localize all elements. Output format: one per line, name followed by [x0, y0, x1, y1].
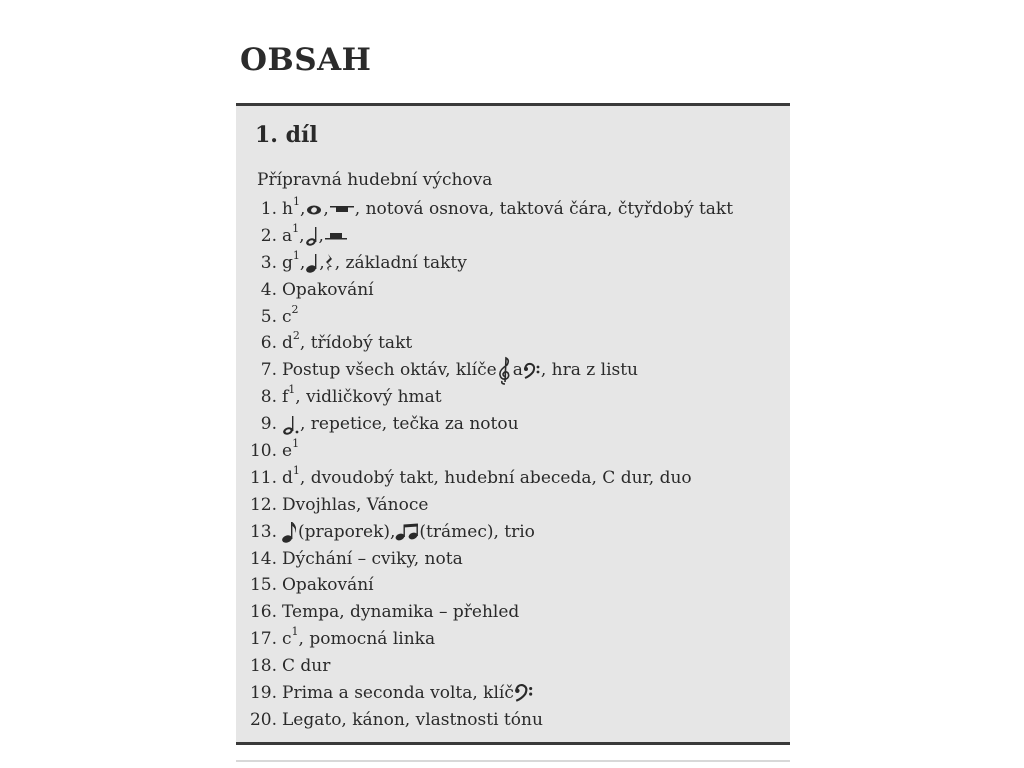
toc-item-text: Opakování — [282, 575, 374, 596]
toc-text-segment: Prima a seconda volta, klíč — [282, 683, 514, 704]
toc-item-number: 4. — [260, 279, 277, 300]
toc-item — [236, 250, 733, 277]
toc-text-segment: , třídobý takt — [299, 333, 413, 354]
treble-clef-icon — [497, 356, 513, 386]
toc-item — [236, 465, 733, 492]
toc-superscript: 1 — [292, 221, 300, 235]
toc-text-segment: e — [282, 441, 293, 462]
toc-item-number: 10. — [249, 441, 277, 462]
toc-item — [236, 196, 733, 223]
eighth-note-icon — [282, 520, 298, 544]
bass-clef-icon — [514, 683, 534, 703]
toc-item-number: 14. — [249, 548, 277, 569]
toc-text-segment: (praporek), — [298, 521, 396, 542]
toc-item-text — [282, 519, 535, 546]
half-note-icon — [305, 225, 319, 247]
toc-text-segment: d — [282, 333, 293, 354]
toc-item — [236, 438, 733, 465]
toc-text-segment: h — [282, 199, 293, 219]
toc-item-number: 16. — [249, 602, 277, 623]
toc-item — [236, 519, 733, 546]
toc-item-number: 12. — [249, 494, 277, 515]
toc-item-text — [282, 250, 467, 277]
toc-text-segment: c — [282, 306, 292, 327]
toc-item-text — [282, 626, 435, 653]
toc-superscript: 1 — [292, 195, 300, 208]
toc-item-number: 15. — [249, 575, 277, 596]
toc-item-text: Tempa, dynamika – přehled — [282, 602, 520, 623]
toc-item-text — [282, 680, 534, 707]
toc-item-number: 17. — [249, 629, 277, 650]
toc-text-segment: g — [282, 252, 293, 273]
toc-item-number: 3. — [260, 252, 277, 273]
toc-text-segment: , hra z listu — [540, 360, 639, 381]
toc-superscript: 1 — [288, 383, 296, 397]
toc-text-segment: , — [299, 199, 306, 219]
beamed-eighths-icon — [395, 522, 419, 542]
toc-text-segment: , notová osnova, taktová čára, čtyřdobý takt — [354, 199, 734, 219]
whole-rest-icon — [329, 202, 355, 216]
toc-item-number: 19. — [249, 683, 277, 704]
toc-item — [236, 546, 733, 573]
toc-superscript: 1 — [292, 248, 300, 262]
page-title: OBSAH — [240, 42, 372, 78]
toc-item — [236, 599, 733, 626]
contents-panel — [236, 103, 790, 745]
toc-superscript: 2 — [291, 302, 299, 316]
toc-text-segment: , — [323, 199, 329, 219]
toc-item-text — [282, 356, 638, 386]
toc-item — [236, 330, 733, 357]
toc-text-segment: , — [319, 252, 325, 273]
toc-item — [236, 277, 733, 304]
toc-text-segment: f — [282, 387, 289, 408]
toc-item-number: 7. — [260, 360, 277, 381]
toc-item-number: 8. — [260, 387, 277, 408]
toc-text-segment: (trámec), trio — [419, 521, 535, 542]
toc-item-text — [282, 330, 412, 357]
toc-superscript: 1 — [292, 437, 300, 451]
toc-item-number: 18. — [249, 656, 277, 677]
toc-item-text: Legato, kánon, vlastnosti tónu — [282, 709, 543, 730]
quarter-rest-icon — [325, 253, 335, 273]
toc-text-segment: , repetice, tečka za notou — [300, 414, 519, 435]
toc-item-text — [282, 196, 733, 223]
quarter-note-icon — [305, 252, 319, 274]
half-rest-icon — [324, 229, 348, 243]
toc-text-segment: a — [282, 225, 293, 246]
toc-text-segment: , — [299, 252, 306, 273]
toc-item — [236, 707, 733, 734]
toc-item — [236, 626, 733, 653]
toc-item-text: Opakování — [282, 279, 374, 300]
toc-item-text — [282, 223, 348, 250]
toc-item-text: Dýchání – cviky, nota — [282, 548, 463, 569]
toc-item — [236, 492, 733, 519]
bottom-divider — [236, 760, 790, 762]
toc-text-segment: d — [282, 467, 293, 488]
toc-item — [236, 223, 733, 250]
toc-item-number: 11. — [249, 467, 277, 488]
bass-clef-icon — [523, 362, 541, 380]
toc-text-segment: , — [318, 225, 324, 246]
toc-text-segment: , — [299, 225, 305, 246]
toc-item-text: Dvojhlas, Vánoce — [282, 494, 429, 515]
toc-item-number: 2. — [260, 225, 277, 246]
toc-superscript: 1 — [291, 625, 299, 639]
toc-text-segment: c — [282, 629, 292, 650]
toc-text-segment: , pomocná linka — [298, 629, 436, 650]
toc-item — [236, 653, 733, 680]
toc-item — [236, 680, 733, 707]
toc-item-text — [282, 384, 442, 411]
toc-text-segment: , dvoudobý takt, hudební abeceda, C dur, duo — [299, 467, 692, 488]
toc-item-text — [282, 411, 519, 438]
toc-list — [236, 196, 733, 734]
section-heading: 1. díl — [255, 122, 318, 148]
whole-note-icon — [305, 202, 323, 216]
toc-item-number: 6. — [260, 333, 277, 354]
toc-item-number: 1. — [260, 199, 277, 219]
toc-item — [236, 357, 733, 384]
toc-text-segment: a — [512, 360, 523, 381]
toc-item — [236, 411, 733, 438]
toc-text-segment: , základní takty — [334, 252, 467, 273]
toc-item — [236, 384, 733, 411]
section-subtitle: Přípravná hudební výchova — [257, 170, 493, 190]
toc-text-segment: Postup všech oktáv, klíče — [282, 360, 497, 381]
toc-item-text: C dur — [282, 656, 331, 677]
toc-superscript: 1 — [292, 463, 300, 477]
toc-item-number: 9. — [260, 414, 277, 435]
toc-item-number: 5. — [260, 306, 277, 327]
toc-item-number: 20. — [249, 709, 277, 730]
toc-item-number: 13. — [249, 521, 277, 542]
toc-superscript: 2 — [292, 329, 300, 343]
toc-item — [236, 304, 733, 331]
toc-item — [236, 572, 733, 599]
toc-item-text — [282, 465, 692, 492]
toc-text-segment: , vidličkový hmat — [295, 387, 442, 408]
